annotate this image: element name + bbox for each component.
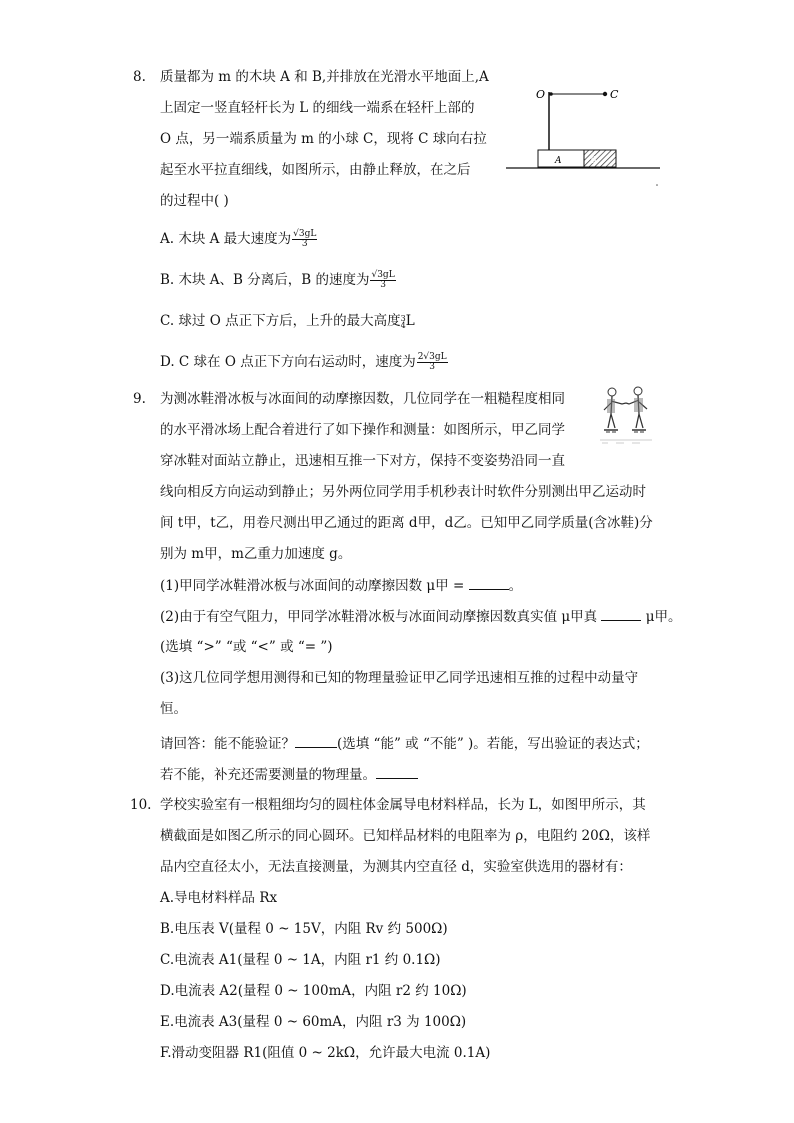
question-8-number: 8. bbox=[133, 69, 146, 85]
q9-line-4: 线向相反方向运动到静止；另外两位同学用手机秒表计时软件分别测出甲乙运动时 bbox=[160, 484, 646, 500]
q10-equipment-f: F.滑动变阻器 R1(阻值 0 ~ 2kΩ，允许最大电流 0.1A) bbox=[160, 1045, 491, 1061]
q8-line-1: 质量都为 m 的木块 A 和 B,并排放在光滑水平地面上,A bbox=[160, 69, 489, 85]
question-9-number: 9. bbox=[133, 391, 146, 407]
q8-line-5: 的过程中( ) bbox=[160, 193, 229, 209]
q9-line-1: 为测冰鞋滑冰板与冰面间的动摩擦因数，几位同学在一粗糙程度相同 bbox=[160, 391, 565, 407]
q9-sub-3-line-3: 请回答：能不能验证？ (选填 “能” 或 “不能” )。若能，写出验证的表达式； bbox=[160, 733, 649, 754]
q8-line-3: O 点，另一端系质量为 m 的小球 C，现将 C 球向右拉 bbox=[160, 131, 487, 147]
q9-sub-1: (1)甲同学冰鞋滑冰板与冰面间的动摩擦因数 μ甲 = 。 bbox=[160, 575, 522, 596]
q10-equipment-d: D.电流表 A2(量程 0 ~ 100mA，内阻 r2 约 10Ω) bbox=[160, 983, 467, 999]
label-o: O bbox=[536, 88, 546, 101]
ball-c bbox=[603, 92, 607, 96]
q8-option-d[interactable]: D. C 球在 O 点正下方向右运动时，速度为 $\frac{2√3gL}{3}$ bbox=[160, 352, 447, 372]
block-b bbox=[584, 150, 616, 167]
q8-option-a[interactable]: A. 木块 A 最大速度为 $\frac{√3gL}{3}$ bbox=[160, 229, 317, 249]
q10-line-2: 横截面是如图乙所示的同心圆环。已知样品材料的电阻率为 ρ，电阻约 20Ω，该样 bbox=[160, 828, 651, 844]
q9-line-3: 穿冰鞋对面站立静止，迅速相互推一下对方，保持不变姿势沿同一直 bbox=[160, 453, 565, 469]
q9-sub-3-line-1: (3)这几位同学想用测得和已知的物理量验证甲乙同学迅速相互推的过程中动量守 bbox=[160, 670, 639, 686]
q9-answer-4-blank[interactable] bbox=[376, 764, 418, 779]
q9-sub-3-line-2: 恒。 bbox=[160, 701, 187, 717]
label-b: B bbox=[590, 156, 597, 166]
label-a: A bbox=[555, 156, 562, 166]
q10-equipment-e: E.电流表 A3(量程 0 ~ 60mA，内阻 r3 为 100Ω) bbox=[160, 1014, 467, 1030]
q8-option-b[interactable]: B. 木块 A、B 分离后，B 的速度为 $\frac{√3gL}{3}$ bbox=[160, 270, 395, 290]
q9-answer-2-blank[interactable] bbox=[601, 606, 641, 621]
q9-sub-2: (2)由于有空气阻力，甲同学冰鞋滑冰板与冰面间动摩擦因数真实值 μ甲真 μ甲。 bbox=[160, 606, 682, 627]
q9-line-6: 别为 m甲，m乙重力加速度 g。 bbox=[160, 546, 352, 562]
label-c: C bbox=[610, 88, 619, 101]
q10-equipment-a: A.导电材料样品 Rx bbox=[160, 890, 278, 906]
q10-equipment-c: C.电流表 A1(量程 0 ~ 1A，内阻 r1 约 0.1Ω) bbox=[160, 952, 441, 968]
q10-line-3: 品内空直径太小，无法直接测量，为测其内空直径 d，实验室供选用的器材有： bbox=[160, 859, 632, 875]
q8-option-c[interactable]: C. 球过 O 点正下方后，上升的最大高度 3 4 L bbox=[160, 313, 415, 330]
q9-answer-1-blank[interactable] bbox=[469, 575, 509, 590]
q10-equipment-b: B.电压表 V(量程 0 ~ 15V，内阻 Rv 约 500Ω) bbox=[160, 921, 448, 937]
q9-answer-3-blank[interactable] bbox=[295, 733, 337, 748]
q8-line-4: 起至水平拉直细线，如图所示，由静止释放，在之后 bbox=[160, 162, 471, 178]
q9-sub-3-line-4: 若不能，补充还需要测量的物理量。 bbox=[160, 764, 418, 785]
q9-sub-2-hint: (选填 “>” “或 “<” 或 “= ”) bbox=[160, 639, 333, 655]
q8-blocks-pendulum-figure bbox=[500, 80, 670, 190]
question-10-number: 10. bbox=[130, 797, 152, 813]
q9-line-2: 的水平滑冰场上配合着进行了如下操作和测量：如图所示，甲乙同学 bbox=[160, 422, 565, 438]
q10-line-1: 学校实验室有一根粗细均匀的圆柱体金属导电材料样品，长为 L，如图甲所示，其 bbox=[160, 797, 646, 813]
q9-line-5: 间 t甲，t乙，用卷尺测出甲乙通过的距离 d甲，d乙。已知甲乙同学质量(含冰鞋)分 bbox=[160, 515, 653, 531]
q8-line-2: 上固定一竖直轻杆长为 L 的细线一端系在轻杆上部的 bbox=[160, 100, 475, 116]
q9-skaters-figure bbox=[598, 384, 654, 446]
